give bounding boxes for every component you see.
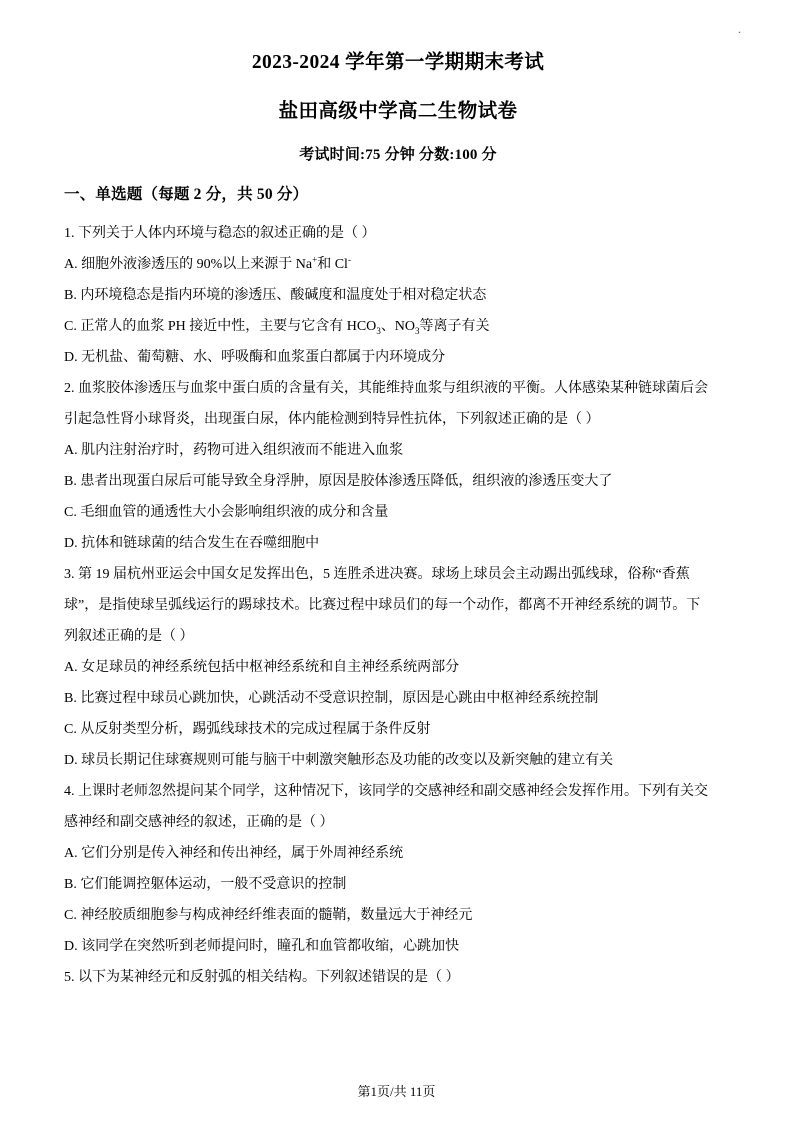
question-1: [64, 218, 732, 373]
option-text: 它们分别是传入神经和传出神经，属于外周神经系统: [81, 846, 404, 861]
option-row: [64, 869, 732, 900]
option-text: 球员长期记住球赛规则可能与脑干中刺激突触形态及功能的改变以及新突触的建立有关: [81, 753, 614, 768]
option-text: 抗体和链球菌的结合发生在吞噬细胞中: [81, 536, 320, 551]
question-text: 以下为某神经元和反射弧的相关结构。下列叙述错误的是（ ）: [78, 970, 460, 985]
question-number: 5.: [64, 970, 75, 985]
exam-title-line1: 2023-2024 学年第一学期期末考试: [251, 52, 545, 73]
option-text: 女足球员的神经系统包括中枢神经系统和自主神经系统两部分: [81, 660, 460, 675]
option-text: 肌内注射治疗时，药物可进入组织液而不能进入血浆: [81, 443, 404, 458]
exam-title-line2: 盐田高级中学高二生物试卷: [278, 101, 518, 122]
option-label: B.: [64, 691, 77, 706]
option-row: [64, 280, 732, 311]
option-label: B.: [64, 877, 77, 892]
question-stem-cont: 引起急性肾小球肾炎，出现蛋白尿，体内能检测到特异性抗体，下列叙述正确的是（ ）: [64, 412, 600, 427]
option-row: [64, 683, 732, 714]
question-number: 1.: [64, 226, 75, 241]
option-label: A.: [64, 660, 78, 675]
option-label: A.: [64, 846, 78, 861]
option-text: 无机盐、葡萄糖、水、呼吸酶和血浆蛋白都属于内环境成分: [81, 350, 446, 365]
option-row: [64, 311, 732, 342]
superscript: -: [347, 254, 351, 265]
question-stem: [64, 559, 732, 590]
question-number: 3.: [64, 567, 75, 582]
option-label: A.: [64, 443, 78, 458]
option-row: [64, 931, 732, 962]
option-row: [64, 838, 732, 869]
option-text: 细胞外液渗透压的 90%以上来源于 Na: [81, 257, 313, 272]
option-text: 神经胶质细胞参与构成神经纤维表面的髓鞘，数量远大于神经元: [80, 908, 473, 923]
option-label: A.: [64, 257, 78, 272]
option-label: D.: [64, 753, 78, 768]
option-row: [64, 497, 732, 528]
option-text: 它们能调控躯体运动，一般不受意识的控制: [80, 877, 347, 892]
option-text: 比赛过程中球员心跳加快，心跳活动不受意识控制，原因是心跳由中枢神经系统控制: [80, 691, 599, 706]
corner-mark: .: [738, 22, 741, 36]
option-text: 毛细血管的通透性大小会影响组织液的成分和含量: [80, 505, 389, 520]
option-label: D.: [64, 350, 78, 365]
option-row: [64, 435, 732, 466]
option-text: 从反射类型分析，踢弧线球技术的完成过程属于条件反射: [80, 722, 431, 737]
question-number: 2.: [64, 381, 75, 396]
option-row: [64, 900, 732, 931]
option-row: [64, 249, 732, 280]
option-text-mid: 、NO: [380, 319, 416, 334]
question-text: 下列关于人体内环境与稳态的叙述正确的是（ ）: [78, 226, 376, 241]
question-stem-cont: 球”，是指使球呈弧线运行的踢球技术。比赛过程中球员们的每一个动作，都离不开神经系统的调节。下: [64, 598, 701, 613]
option-text: 患者出现蛋白尿后可能导致全身浮肿，原因是胶体渗透压降低，组织液的渗透压变大了: [80, 474, 613, 489]
subscript: 3: [376, 325, 381, 336]
option-row: [64, 342, 732, 373]
question-stem: [64, 962, 732, 993]
option-label: C.: [64, 505, 77, 520]
option-row: [64, 745, 732, 776]
exam-info-line: 考试时间:75 分钟 分数:100 分: [299, 147, 497, 163]
question-text: 上课时老师忽然提问某个同学，这种情况下，该同学的交感神经和副交感神经会发挥作用。下列有关交: [78, 784, 708, 799]
option-row: [64, 652, 732, 683]
option-text: 正常人的血浆 PH 接近中性，主要与它含有 HCO: [80, 319, 377, 334]
section-heading: 一、单选题（每题 2 分，共 50 分）: [64, 186, 309, 203]
question-stem: [64, 218, 732, 249]
question-4: [64, 776, 732, 962]
option-label: B.: [64, 288, 77, 303]
question-text: 第 19 届杭州亚运会中国女足发挥出色，5 连胜杀进决赛。球场上球员会主动踢出弧线球，俗称“香蕉: [78, 567, 690, 582]
question-number: 4.: [64, 784, 75, 799]
option-text-mid: 和 Cl: [317, 257, 348, 272]
option-label: B.: [64, 474, 77, 489]
option-row: [64, 528, 732, 559]
page-footer: 第1页/共 11页: [357, 1084, 436, 1099]
option-row: [64, 714, 732, 745]
document-body: [64, 46, 732, 993]
option-text-end: 等离子有关: [419, 319, 490, 334]
option-text: 该同学在突然听到老师提问时，瞳孔和血管都收缩，心跳加快: [81, 939, 460, 954]
option-label: C.: [64, 722, 77, 737]
superscript: +: [312, 254, 318, 265]
option-label: D.: [64, 536, 78, 551]
option-label: C.: [64, 319, 77, 334]
question-text: 血浆胶体渗透压与血浆中蛋白质的含量有关，其能维持血浆与组织液的平衡。人体感染某种链球菌后会: [78, 381, 708, 396]
question-stem: [64, 373, 732, 404]
question-stem: [64, 776, 732, 807]
option-text: 内环境稳态是指内环境的渗透压、酸碱度和温度处于相对稳定状态: [80, 288, 487, 303]
question-2: [64, 373, 732, 559]
option-label: C.: [64, 908, 77, 923]
option-row: [64, 466, 732, 497]
question-5: [64, 962, 732, 993]
question-stem-cont: 感神经和副交感神经的叙述，正确的是（ ）: [64, 815, 334, 830]
question-3: [64, 559, 732, 776]
option-label: D.: [64, 939, 78, 954]
subscript: 3: [415, 325, 420, 336]
question-stem-cont: 列叙述正确的是（ ）: [64, 629, 194, 644]
